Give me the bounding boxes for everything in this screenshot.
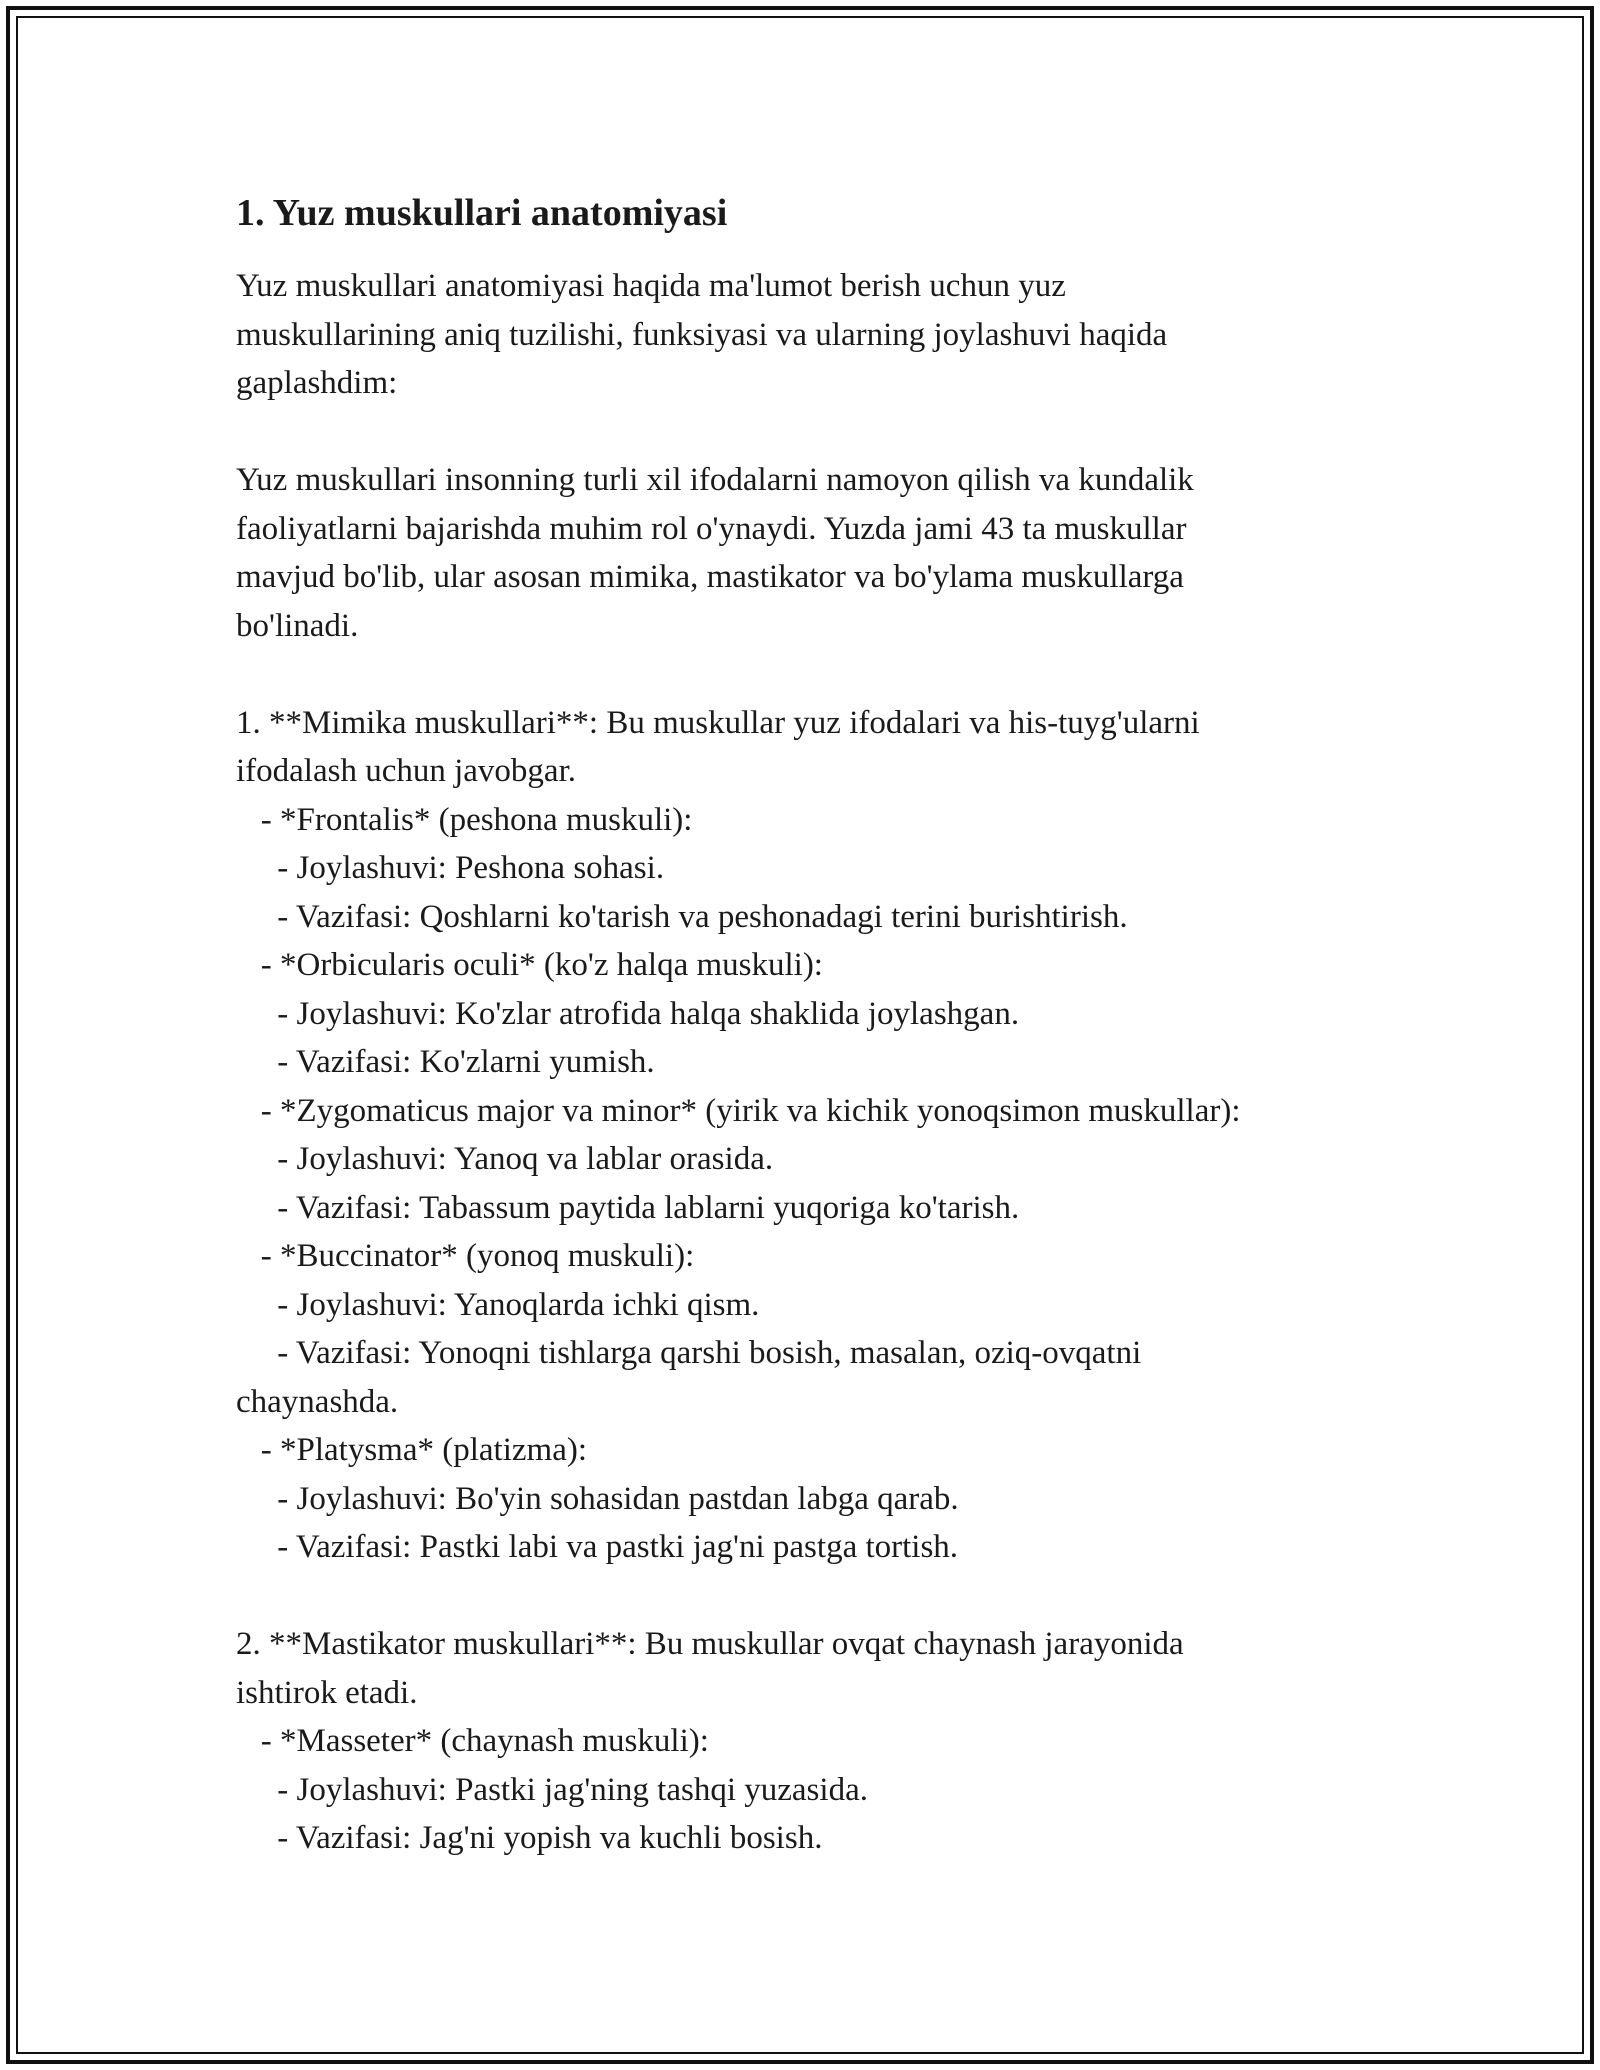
text-line: - Vazifasi: Pastki labi va pastki jag'ni pastga tortish.: [236, 1529, 959, 1565]
text-line: 2. **Mastikator muskullari**: Bu muskullar ovqat chaynash jarayonida: [236, 1626, 1184, 1662]
text-line: - Joylashuvi: Bo'yin sohasidan pastdan labga qarab.: [236, 1480, 959, 1517]
text-line: - *Buccinator* (yonoq muskuli):: [236, 1238, 695, 1274]
text-line: - Joylashuvi: Pastki jag'ning tashqi yuzasida.: [236, 1771, 868, 1808]
text-line: Yuz muskullari insonning turli xil ifodalarni namoyon qilish va kundalik: [236, 462, 1194, 498]
text-line: - Vazifasi: Qoshlarni ko'tarish va peshonadagi terini burishtirish.: [236, 898, 1128, 935]
text-line: chaynashda.: [236, 1383, 399, 1420]
text-line: faoliyatlarni bajarishda muhim rol o'ynaydi. Yuzda jami 43 ta muskullar: [236, 510, 1187, 547]
text-line: - *Frontalis* (peshona muskuli):: [236, 801, 693, 838]
text-line: - Vazifasi: Ko'zlarni yumish.: [236, 1044, 655, 1080]
blank-line: [236, 650, 1376, 699]
text-line: gaplashdim:: [236, 365, 398, 401]
document-text: [236, 262, 1376, 1863]
blank-line: [236, 408, 1376, 457]
text-line: - *Zygomaticus major va minor* (yirik va kichik yonoqsimon muskullar):: [236, 1092, 1241, 1129]
text-line: - Vazifasi: Jag'ni yopish va kuchli bosish.: [236, 1820, 823, 1856]
text-line: ishtirok etadi.: [236, 1674, 418, 1711]
text-line: Yuz muskullari anatomiyasi haqida ma'lumot berish uchun yuz: [236, 268, 1066, 304]
document-heading: 1. Yuz muskullari anatomiyasi: [236, 192, 728, 234]
text-line: - *Masseter* (chaynash muskuli):: [236, 1723, 709, 1759]
text-line: ifodalash uchun javobgar.: [236, 753, 576, 789]
text-line: mavjud bo'lib, ular asosan mimika, mastikator va bo'ylama muskullarga: [236, 559, 1184, 595]
text-line: - Vazifasi: Yonoqni tishlarga qarshi bosish, masalan, oziq-ovqatni: [236, 1335, 1142, 1371]
text-line: - Joylashuvi: Yanoq va lablar orasida.: [236, 1141, 774, 1177]
text-line: bo'linadi.: [236, 607, 359, 644]
text-line: - Joylashuvi: Yanoqlarda ichki qism.: [236, 1286, 760, 1323]
text-line: - *Platysma* (platizma):: [236, 1432, 587, 1468]
text-line: 1. **Mimika muskullari**: Bu muskullar yuz ifodalari va his-tuyg'ularni: [236, 704, 1200, 741]
text-line: - *Orbicularis oculi* (ko'z halqa muskuli):: [236, 947, 823, 983]
text-line: muskullarining aniq tuzilishi, funksiyasi va ularning joylashuvi haqida: [236, 316, 1168, 353]
text-line: - Joylashuvi: Peshona sohasi.: [236, 850, 665, 886]
blank-line: [236, 1572, 1376, 1621]
document-body: [236, 188, 1376, 1863]
text-line: - Vazifasi: Tabassum paytida lablarni yuqoriga ko'tarish.: [236, 1189, 1020, 1226]
text-line: - Joylashuvi: Ko'zlar atrofida halqa shaklida joylashgan.: [236, 995, 1020, 1032]
